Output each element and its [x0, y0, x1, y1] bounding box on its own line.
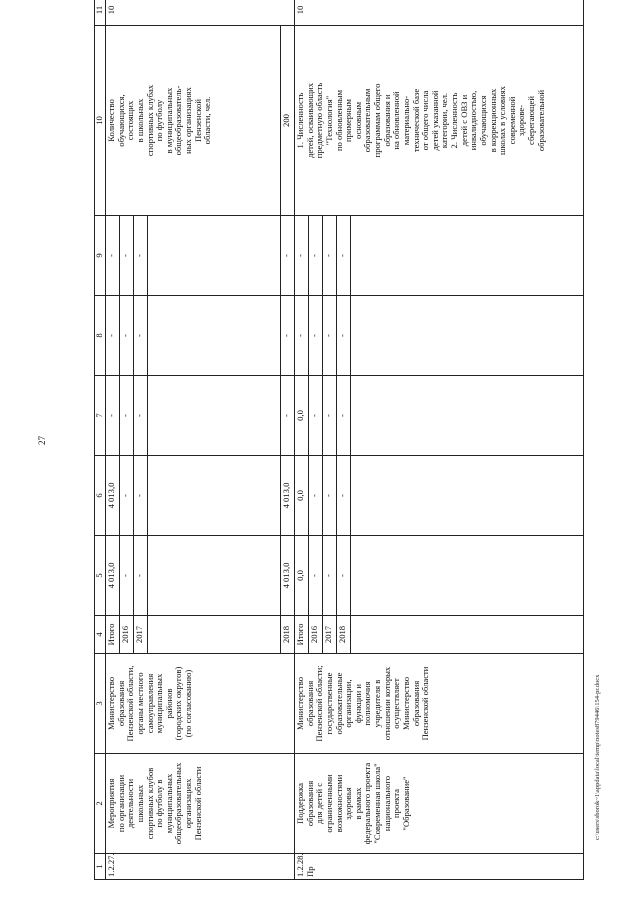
indicator-text: Количество обучающихся, состоящих в школьных спортивных клубах по футболу в муниципальных общеобразователь- ных организациях Пензенской области, чел.	[106, 26, 281, 216]
value-cell: -	[120, 456, 134, 536]
value-cell: -	[309, 376, 323, 456]
value-cell: -	[134, 296, 148, 376]
value-cell: 4 013,0	[281, 536, 295, 616]
table-row	[295, 0, 309, 880]
value-cell: -	[120, 296, 134, 376]
value-cell: -	[323, 376, 337, 456]
value-cell: -	[106, 216, 120, 296]
value-cell: -	[106, 296, 120, 376]
value-cell: -	[295, 296, 309, 376]
indicator-value: 200	[281, 26, 295, 216]
year-cell: 2017	[134, 616, 148, 654]
value-cell: -	[309, 296, 323, 376]
value-cell: 0,0	[295, 536, 309, 616]
col-header: 11	[95, 0, 106, 26]
executor: Министерство образования Пензенской области, органы местного самоуправления муниципальных районов (городских округов) (по согласованию)	[106, 654, 295, 754]
col-header: 9	[95, 216, 106, 296]
activity-name: Поддержка образования для детей с ограниченными возможностями здоровья в рамках федерального проекта "Современная школа" национального проекта "Образование"	[295, 754, 584, 854]
year-cell: 2016	[120, 616, 134, 654]
value-cell: -	[120, 216, 134, 296]
value-cell: -	[281, 216, 295, 296]
value-cell: -	[106, 376, 120, 456]
row-number-suffix: Пр	[304, 866, 315, 877]
value-cell: -	[323, 216, 337, 296]
value-cell: -	[337, 536, 351, 616]
value-cell: -	[281, 376, 295, 456]
value-cell: 4 013,0	[106, 456, 120, 536]
year-cell: 2016	[309, 616, 323, 654]
value-cell: -	[295, 216, 309, 296]
value-cell: 4 013,0	[106, 536, 120, 616]
col-header: 10	[95, 26, 106, 216]
year-cell: 2018	[337, 616, 351, 654]
col-header: 1	[95, 854, 106, 880]
value-cell: -	[337, 216, 351, 296]
year-cell: Итого	[295, 616, 309, 654]
value-cell: -	[309, 456, 323, 536]
col-11-value: 10	[295, 0, 584, 26]
value-cell: -	[323, 296, 337, 376]
col-header: 4	[95, 616, 106, 654]
value-cell: -	[323, 536, 337, 616]
value-cell: -	[134, 376, 148, 456]
value-cell: -	[134, 536, 148, 616]
row-number: 1.2.27.	[106, 854, 295, 880]
col-11-value: 10	[106, 0, 295, 26]
value-cell: 0,0	[295, 376, 309, 456]
col-header: 5	[95, 536, 106, 616]
activity-name: Мероприятия по организации деятельности школьных спортивных клубов по футболу в муниципальных общеобразовательных организациях Пензенской области	[106, 754, 295, 854]
value-cell: -	[120, 376, 134, 456]
column-number-row	[95, 0, 106, 880]
page-number: 27	[37, 436, 47, 445]
col-header: 8	[95, 296, 106, 376]
col-header: 7	[95, 376, 106, 456]
footer-file-path: c:\users\sborok~1\appdata\local\temp\notes879446\154-pr.docx	[594, 674, 601, 840]
value-cell: -	[337, 456, 351, 536]
value-cell: -	[120, 536, 134, 616]
year-cell: 2017	[323, 616, 337, 654]
row-number	[295, 854, 584, 880]
executor: Министерство образования Пензенской области; государственные образовательные организации, функции и полномочия учредителя в отношении которых осуществляет Министерство образования Пензенской области	[295, 654, 584, 754]
year-cell: Итого	[106, 616, 120, 654]
col-header: 6	[95, 456, 106, 536]
year-cell: 2018	[281, 616, 295, 654]
value-cell: 0,0	[295, 456, 309, 536]
value-cell: -	[134, 456, 148, 536]
row-number-main: 1.2.28.	[295, 853, 305, 877]
value-cell: -	[281, 296, 295, 376]
rotated-table-container	[94, 0, 607, 880]
indicator-text: 1. Численность детей, осваивающих предметную область "Технология" по обновленным примерным основным образовательным программам общего образования и на обновленной материально- технической базе от общего числа детей указанной категории, чел. 2. Численность детей с ОВЗ и инвалидностью, обучающихся в коррекционных школах в условиях современной здорове- сберегающей образовательной	[295, 26, 584, 216]
value-cell: -	[309, 216, 323, 296]
value-cell: -	[337, 376, 351, 456]
value-cell: -	[337, 296, 351, 376]
value-cell: 4 013,0	[281, 456, 295, 536]
program-activities-table	[94, 0, 584, 880]
col-header: 3	[95, 654, 106, 754]
value-cell: -	[323, 456, 337, 536]
value-cell: -	[134, 216, 148, 296]
value-cell: -	[309, 536, 323, 616]
table-row	[106, 0, 120, 880]
col-header: 2	[95, 754, 106, 854]
